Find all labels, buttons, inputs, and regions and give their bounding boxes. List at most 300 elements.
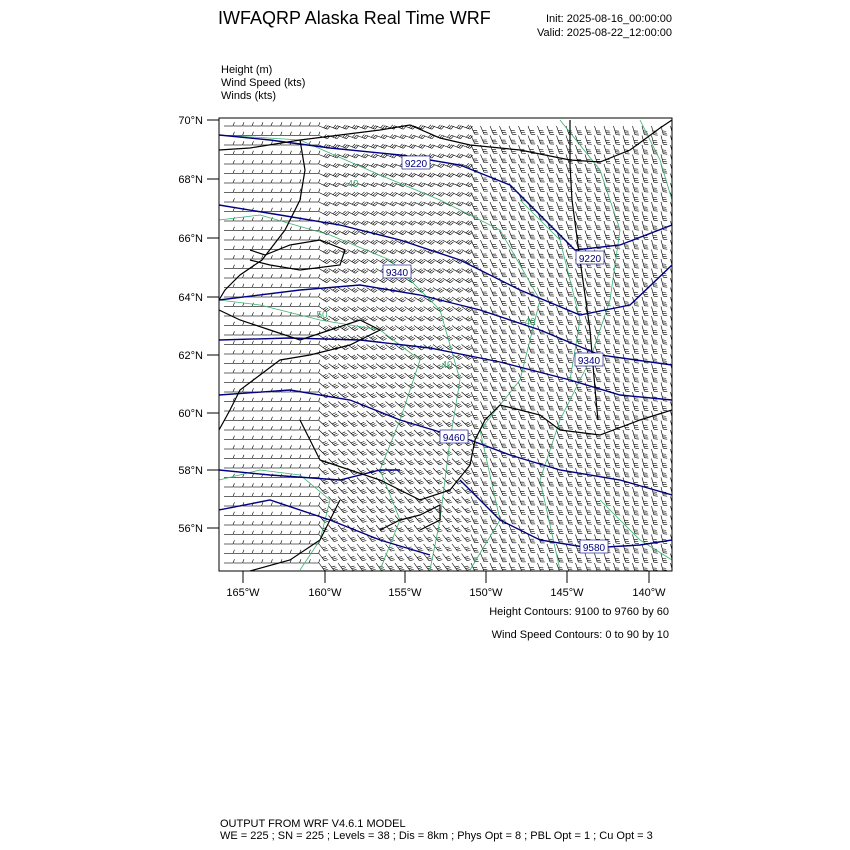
wind-barb <box>433 449 443 455</box>
wind-barb <box>272 227 282 231</box>
wind-barb <box>661 430 667 439</box>
wind-barb <box>642 250 648 259</box>
wind-barb <box>310 559 320 563</box>
wind-barb <box>262 559 272 563</box>
wind-barb <box>547 354 554 363</box>
wind-barb <box>614 402 621 411</box>
wind-barb <box>329 269 340 274</box>
wind-barb <box>604 259 611 268</box>
wind-barb <box>661 354 667 363</box>
wind-barb <box>595 497 602 506</box>
wind-barb <box>262 417 272 421</box>
wind-barb <box>262 160 272 164</box>
wind-barb <box>557 221 564 230</box>
wind-barb <box>500 250 507 258</box>
variable-winds: Winds (kts) <box>221 90 276 102</box>
wind-barb <box>329 544 338 551</box>
wind-barb <box>652 202 658 211</box>
wind-barb <box>424 173 435 177</box>
wind-barb <box>671 402 677 411</box>
wind-barb <box>623 497 630 506</box>
wind-barb <box>253 151 263 155</box>
wind-barb <box>623 202 630 211</box>
wind-barb <box>452 506 462 513</box>
wind-barb <box>300 341 310 345</box>
wind-barb <box>272 170 282 174</box>
wind-barb <box>395 468 405 475</box>
wind-barb <box>671 183 677 192</box>
wind-barb <box>614 316 621 325</box>
wind-barb <box>566 421 573 430</box>
wind-barb <box>481 525 489 533</box>
wind-barb <box>614 535 621 544</box>
wind-barb <box>424 288 435 293</box>
wind-barb <box>633 373 639 382</box>
wind-barb <box>462 240 473 244</box>
wind-barb <box>338 411 348 417</box>
wind-barb <box>338 316 349 321</box>
wind-barb <box>452 154 463 158</box>
wind-barb <box>405 383 415 389</box>
wind-barb <box>528 183 535 191</box>
wind-barb <box>509 335 516 343</box>
wind-barb <box>614 468 621 477</box>
wind-barb <box>348 411 358 417</box>
model-footer <box>220 818 653 842</box>
wind-barb <box>281 303 291 307</box>
wind-barb <box>281 208 291 212</box>
wind-barb <box>652 269 658 278</box>
wind-barb <box>253 369 263 373</box>
wind-barb <box>623 468 630 477</box>
wind-barb <box>357 364 367 370</box>
wind-barb <box>300 265 310 269</box>
wind-barb <box>576 402 583 411</box>
wind-barb <box>547 392 554 401</box>
wind-barb <box>243 198 253 202</box>
wind-barb <box>367 240 378 244</box>
wind-barb <box>348 250 359 255</box>
wind-barb <box>291 132 301 136</box>
wind-barb <box>386 240 397 244</box>
wind-barb <box>500 487 507 495</box>
wind-barb <box>490 212 498 220</box>
wind-barb <box>595 402 602 411</box>
wind-barb <box>633 240 639 249</box>
wind-barb <box>557 478 564 487</box>
wind-barb <box>310 388 320 392</box>
wind-barb <box>462 221 473 225</box>
wind-barb <box>452 535 461 542</box>
wind-barb <box>338 354 349 360</box>
wind-barb <box>661 345 667 354</box>
wind-barb <box>585 487 592 496</box>
wind-contour-label: 40 <box>347 179 359 190</box>
wind-barb <box>329 563 338 570</box>
wind-barb <box>424 240 435 244</box>
wind-barb <box>547 240 554 249</box>
wind-barb <box>452 125 463 129</box>
wind-barb <box>329 402 339 408</box>
wind-barb <box>234 160 244 164</box>
wind-barb <box>538 307 545 315</box>
wind-barb <box>595 269 602 278</box>
wind-barb <box>576 136 583 145</box>
wind-barb <box>614 449 621 458</box>
wind-barb <box>443 307 454 312</box>
wind-barb <box>224 170 234 174</box>
wind-barb <box>652 297 658 306</box>
wind-barb <box>652 554 658 563</box>
wind-barb <box>291 274 301 278</box>
wind-barb <box>652 421 658 430</box>
wind-barb <box>329 525 338 532</box>
wind-barb <box>566 345 573 354</box>
wind-barb <box>348 173 359 177</box>
wind-barb <box>595 554 602 563</box>
wind-barb <box>538 516 545 524</box>
wind-barb <box>443 278 454 283</box>
wind-barb <box>595 288 602 297</box>
wind-barb <box>604 373 611 382</box>
wind-barb <box>471 535 479 543</box>
wind-barb <box>595 421 602 430</box>
wind-barb <box>424 230 435 234</box>
wind-barb <box>300 369 310 373</box>
wind-barb <box>452 211 463 215</box>
wind-barb <box>414 487 424 494</box>
wind-barb <box>452 221 463 225</box>
wind-barb <box>614 183 621 192</box>
wind-barb <box>538 259 545 267</box>
wind-barb <box>243 369 253 373</box>
wind-barb <box>310 369 320 373</box>
wind-barb <box>604 240 611 249</box>
wind-barb <box>462 335 473 340</box>
wind-barb <box>633 183 639 192</box>
wind-barb <box>471 506 479 514</box>
wind-barb <box>291 303 301 307</box>
wind-barb <box>566 411 573 420</box>
wind-barb <box>386 459 396 465</box>
wind-barb <box>452 544 461 551</box>
wind-barb <box>462 182 473 186</box>
wind-barb <box>234 331 244 335</box>
wind-barb <box>243 312 253 316</box>
wind-barb <box>462 421 472 427</box>
wind-barb <box>262 208 272 212</box>
wind-barb <box>633 335 639 344</box>
wind-barb <box>481 183 489 191</box>
wind-barb <box>405 288 416 293</box>
wind-barb <box>528 487 535 495</box>
wind-barb <box>519 307 526 315</box>
wind-barb <box>471 525 479 533</box>
wind-barb <box>623 459 630 468</box>
wind-barb <box>652 506 658 515</box>
wind-barb <box>500 126 507 134</box>
wind-barb <box>291 502 301 506</box>
wind-barb <box>614 440 621 449</box>
wind-barb <box>671 449 677 458</box>
wind-barb <box>462 411 472 417</box>
wind-barb <box>414 468 424 475</box>
wind-barb <box>414 134 425 138</box>
wind-barb <box>319 154 330 158</box>
wind-barb <box>357 421 367 427</box>
wind-barb <box>433 383 443 389</box>
wind-barb <box>557 440 564 449</box>
wind-barb <box>357 269 368 274</box>
wind-barb <box>500 345 507 353</box>
wind-barb <box>547 269 554 278</box>
wind-barb <box>633 250 639 259</box>
wind-barb <box>224 521 234 525</box>
wind-barb <box>519 554 526 562</box>
wind-barb <box>528 221 535 229</box>
wind-barb <box>509 155 516 163</box>
wind-barb <box>519 497 526 505</box>
wind-barb <box>272 208 282 212</box>
wind-barb <box>452 554 461 561</box>
wind-barb <box>614 430 621 439</box>
wind-barb <box>566 259 573 268</box>
wind-contour-legend: Wind Speed Contours: 0 to 90 by 10 <box>491 629 669 641</box>
wind-barb <box>566 326 573 335</box>
wind-barb <box>557 516 564 525</box>
wind-barb <box>471 421 479 429</box>
wind-barb <box>481 487 489 495</box>
wind-barb <box>414 383 424 389</box>
wind-barb <box>500 183 507 191</box>
wind-barb <box>614 354 621 363</box>
lat-label: 64°N <box>178 292 203 304</box>
wind-barb <box>243 550 253 554</box>
wind-barb <box>557 354 564 363</box>
wind-barb <box>633 193 639 202</box>
wind-barb <box>224 455 234 459</box>
wind-barb <box>661 307 667 316</box>
wind-barb <box>661 383 667 392</box>
wind-barb <box>623 174 630 183</box>
wind-barb <box>671 506 677 515</box>
wind-barb <box>604 516 611 525</box>
wind-barb <box>557 278 564 287</box>
wind-barb <box>614 506 621 515</box>
wind-barb <box>281 132 291 136</box>
wind-barb <box>338 392 348 398</box>
wind-barb <box>490 164 498 172</box>
wind-barb <box>557 126 564 135</box>
wind-barb <box>585 525 592 534</box>
wind-barb <box>471 383 479 391</box>
wind-barb <box>281 512 291 516</box>
wind-barb <box>357 563 366 570</box>
wind-barb <box>433 278 444 283</box>
wind-barb <box>528 250 535 258</box>
wind-barb <box>471 392 479 400</box>
wind-barb <box>405 326 416 331</box>
wind-barb <box>585 240 592 249</box>
wind-barb <box>281 274 291 278</box>
wind-barb <box>471 240 479 248</box>
wind-barb <box>291 445 301 449</box>
wind-barb <box>291 559 301 563</box>
wind-barb <box>566 516 573 525</box>
wind-barb <box>376 449 386 455</box>
wind-barb <box>642 155 648 164</box>
wind-barb <box>519 430 526 438</box>
wind-barb <box>329 364 339 370</box>
wind-barb <box>490 288 498 296</box>
wind-barb <box>566 316 573 325</box>
wind-barb <box>262 379 272 383</box>
wind-barb <box>443 134 454 138</box>
wind-barb <box>614 373 621 382</box>
wind-barb <box>547 250 554 259</box>
wind-barb <box>386 516 396 523</box>
wind-barb <box>367 497 377 504</box>
wind-barb <box>642 373 648 382</box>
wind-barb <box>424 221 435 225</box>
wind-barb <box>557 563 564 572</box>
wind-barb <box>234 540 244 544</box>
wind-barb <box>462 326 473 331</box>
wind-barb <box>490 316 498 324</box>
wind-barb <box>490 231 498 239</box>
wind-barb <box>623 373 630 382</box>
wind-barb <box>481 136 489 144</box>
wind-barb <box>272 426 282 430</box>
wind-barb <box>262 436 272 440</box>
wind-barb <box>243 559 253 563</box>
wind-barb <box>566 221 573 230</box>
wind-barb <box>272 531 282 535</box>
wind-barb <box>386 468 396 475</box>
wind-barb <box>443 497 453 504</box>
wind-barb <box>319 278 330 283</box>
wind-barb <box>357 383 367 389</box>
wind-barb <box>291 398 301 402</box>
wind-barb <box>234 236 244 240</box>
wind-barb <box>623 316 630 325</box>
wind-barb <box>338 144 349 148</box>
wind-barb <box>671 335 677 344</box>
wind-barb <box>462 364 472 370</box>
lon-label: 150°W <box>469 587 503 599</box>
wind-barb <box>452 525 461 532</box>
wind-barb <box>234 341 244 345</box>
wind-barb <box>367 544 376 551</box>
wind-barb <box>300 255 310 259</box>
wind-barb <box>642 497 648 506</box>
wind-barb <box>566 250 573 259</box>
wind-barb <box>509 373 516 381</box>
wind-barb <box>547 193 554 202</box>
wind-barb <box>481 345 489 353</box>
wind-barb <box>633 554 639 563</box>
wind-barb <box>661 440 667 449</box>
wind-barb <box>661 250 667 259</box>
wind-barb <box>509 487 516 495</box>
wind-barb <box>281 369 291 373</box>
wind-barb <box>433 392 443 398</box>
wind-barb <box>604 164 611 173</box>
wind-barb <box>633 468 639 477</box>
wind-barb <box>234 369 244 373</box>
wind-barb <box>528 563 535 571</box>
wind-barb <box>338 297 349 302</box>
wind-barb <box>614 221 621 230</box>
wind-barb <box>300 179 310 183</box>
wind-barb <box>661 535 667 544</box>
wind-barb <box>338 230 349 234</box>
wind-barb <box>262 322 272 326</box>
wind-barb <box>604 212 611 221</box>
wind-barb <box>538 544 545 552</box>
wind-barb <box>348 316 359 321</box>
wind-barb <box>243 141 253 145</box>
wind-barb <box>367 297 378 302</box>
wind-barb <box>585 288 592 297</box>
wind-barb <box>452 468 462 475</box>
wind-barb <box>471 316 479 324</box>
wind-barb <box>509 307 516 315</box>
wind-barb <box>272 198 282 202</box>
wind-barb <box>253 341 263 345</box>
wind-barb <box>604 487 611 496</box>
wind-barb <box>291 322 301 326</box>
wind-barb <box>405 430 415 436</box>
wind-barb <box>509 212 516 220</box>
wind-barb <box>424 307 435 312</box>
wind-barb <box>348 154 359 158</box>
wind-barb <box>395 535 404 542</box>
wind-barb <box>585 478 592 487</box>
wind-barb <box>386 182 397 186</box>
wind-barb <box>623 164 630 173</box>
wind-barb <box>576 497 583 506</box>
wind-barb <box>338 125 349 129</box>
wind-barb <box>633 212 639 221</box>
wind-barb <box>528 297 535 305</box>
wind-barb <box>652 164 658 173</box>
wind-barb <box>234 227 244 231</box>
wind-barb <box>566 440 573 449</box>
wind-barb <box>433 411 443 417</box>
wind-barb <box>652 516 658 525</box>
wind-barb <box>519 221 526 229</box>
wind-barb <box>443 192 454 196</box>
wind-barb <box>623 364 630 373</box>
wind-barb <box>234 189 244 193</box>
wind-barb <box>395 202 406 206</box>
wind-barb <box>348 144 359 148</box>
wind-barb <box>576 126 583 135</box>
wind-barb <box>595 345 602 354</box>
wind-barb <box>367 278 378 283</box>
wind-barb <box>490 373 498 381</box>
wind-barb <box>538 525 545 533</box>
wind-barb <box>310 151 320 155</box>
wind-barb <box>348 430 358 436</box>
wind-barb <box>300 407 310 411</box>
wind-barb <box>528 373 535 381</box>
wind-barb <box>481 212 489 220</box>
wind-barb <box>424 373 434 379</box>
wind-barb <box>300 132 310 136</box>
wind-barb <box>557 544 564 553</box>
